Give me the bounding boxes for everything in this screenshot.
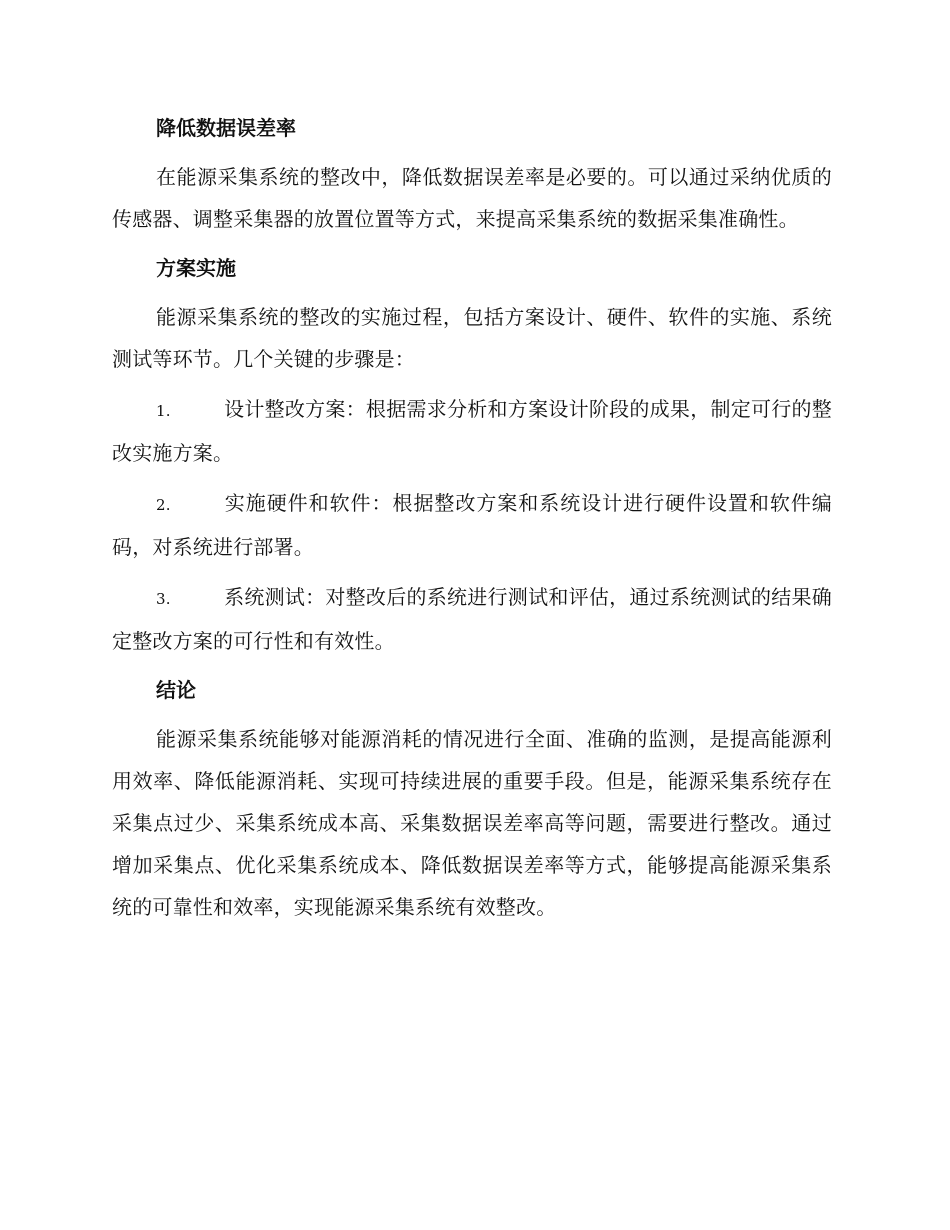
list-number: 3. — [156, 590, 171, 608]
paragraph-reduce-error: 在能源采集系统的整改中，降低数据误差率是必要的。可以通过采纳优质的传感器、调整采集器的放置位置等方式，来提高采集系统的数据采集准确性。 — [112, 165, 832, 231]
section-heading-implementation: 方案实施 — [156, 256, 236, 280]
section-heading-conclusion: 结论 — [156, 678, 196, 702]
list-item-text: 实施硬件和软件：根据整改方案和系统设计进行硬件设置和软件编码，对系统进行部署。 — [112, 491, 832, 559]
list-item-step-1 — [112, 388, 832, 474]
list-item-text: 设计整改方案：根据需求分析和方案设计阶段的成果，制定可行的整改实施方案。 — [112, 397, 832, 465]
list-item-text: 系统测试：对整改后的系统进行测试和评估，通过系统测试的结果确定整改方案的可行性和有效性。 — [112, 585, 832, 653]
list-item-step-3 — [112, 576, 832, 662]
list-number: 1. — [156, 402, 171, 420]
paragraph-implementation: 能源采集系统的整改的实施过程，包括方案设计、硬件、软件的实施、系统测试等环节。几个关键的步骤是： — [112, 305, 832, 371]
list-item-step-2 — [112, 482, 832, 568]
section-heading-reduce-error: 降低数据误差率 — [156, 116, 296, 140]
list-number: 2. — [156, 496, 171, 514]
document-body — [112, 108, 832, 936]
paragraph-conclusion: 能源采集系统能够对能源消耗的情况进行全面、准确的监测，是提高能源利用效率、降低能源消耗、实现可持续进展的重要手段。但是，能源采集系统存在采集点过少、采集系统成本高、采集数据误差率高等问题，需要进行整改。通过增加采集点、优化采集系统成本、降低数据误差率等方式，能够提高能源采集系统的可靠性和效率，实现能源采集系统有效整改。 — [112, 727, 832, 919]
